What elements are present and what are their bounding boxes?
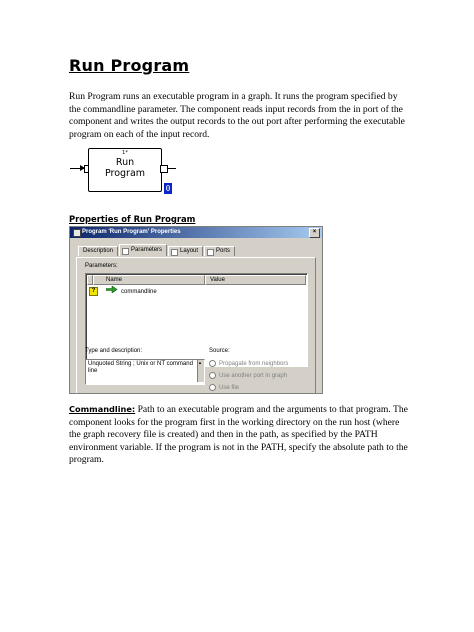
source-option-propagate[interactable] — [209, 360, 288, 368]
intro-paragraph: Run Program runs an executable program in a graph. It runs the program specified by the commandline parameter. The component reads input records from the in port of the component and writes the output records to the out port after performing the executable program on each of the input record. — [69, 91, 405, 140]
page-title: Run Program — [69, 56, 190, 75]
commandline-description: Path to an executable program and the arguments to that program. The component looks for the program first in the working directory on the run host (where the graph recovery file is created) and then in the path, as specified by the PATH environment variable. If the program is not in the PATH, specify the absolute path to the program. — [69, 404, 408, 466]
list-item[interactable] — [89, 286, 157, 295]
source-option-label: Use another port in graph — [219, 373, 288, 380]
component-label — [89, 157, 161, 179]
component-box — [88, 148, 162, 192]
input-arrow — [70, 168, 84, 169]
checkbox-icon — [122, 248, 129, 255]
type-description-text: Unquoted String ; Unix or NT command line — [88, 361, 193, 374]
out-port — [160, 165, 168, 173]
dialog-titlebar — [70, 227, 322, 238]
radio-icon — [209, 384, 216, 391]
section-title: Properties of Run Program — [69, 214, 196, 224]
question-icon: ? — [89, 287, 98, 296]
scrollbar[interactable] — [197, 360, 204, 382]
close-button[interactable]: × — [309, 228, 320, 238]
radio-icon — [209, 372, 216, 379]
checkbox-icon — [171, 249, 178, 256]
tab-strip — [78, 246, 236, 256]
app-icon — [73, 229, 81, 237]
commandline-paragraph — [69, 403, 409, 467]
port-number-badge: 0 — [165, 184, 171, 193]
tab-description-label: Description — [83, 248, 114, 254]
column-header-name[interactable]: Name — [93, 275, 205, 285]
parameters-label: Parameters: — [85, 263, 118, 269]
component-diagram — [66, 146, 178, 198]
multiplicity-label: 1* — [122, 150, 128, 156]
tab-ports[interactable] — [204, 246, 235, 256]
tab-layout-label: Layout — [180, 248, 199, 254]
list-header — [87, 275, 306, 284]
component-label-line1: Run — [115, 157, 135, 168]
type-description-label: Type and description: — [85, 348, 143, 354]
green-arrow-icon — [106, 286, 118, 297]
source-option-use-file[interactable] — [209, 384, 239, 392]
source-label: Source: — [209, 348, 230, 354]
component-label-line2: Program — [104, 168, 146, 179]
checkbox-icon — [207, 249, 214, 256]
commandline-label: Commandline: — [69, 404, 136, 414]
tab-layout[interactable] — [168, 246, 203, 256]
tab-parameters-label: Parameters — [131, 247, 163, 253]
tab-parameters[interactable] — [119, 244, 167, 256]
parameter-name: commandline — [121, 289, 157, 296]
dialog-title: Program 'Run Program' Properties — [82, 229, 181, 235]
tab-description[interactable] — [78, 246, 118, 256]
properties-dialog — [69, 226, 323, 394]
source-option-label: Use file — [219, 385, 240, 392]
column-header-value[interactable]: Value — [205, 275, 306, 285]
output-line — [167, 168, 176, 169]
source-option-label: Propagate from neighbors — [219, 361, 289, 368]
tab-ports-label: Ports — [216, 248, 231, 254]
type-description-box[interactable] — [85, 359, 205, 385]
source-option-another-port[interactable] — [209, 372, 287, 380]
radio-icon — [209, 360, 216, 367]
